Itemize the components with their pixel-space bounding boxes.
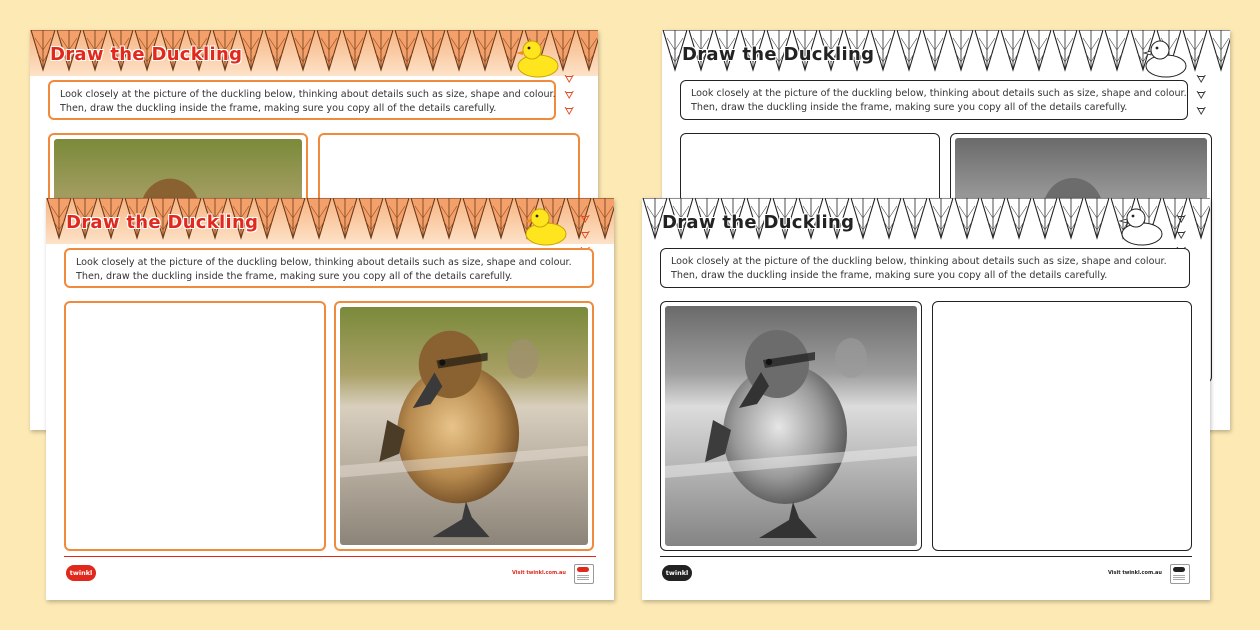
drawing-frame[interactable] — [64, 301, 326, 551]
footprints-icon: ᗊ ᗊ ᗊ — [1196, 73, 1207, 118]
duckling-photo — [340, 307, 588, 545]
license-badge-icon — [1170, 564, 1190, 584]
duckling-cartoon-icon — [508, 34, 566, 80]
drawing-frame[interactable] — [932, 301, 1192, 551]
worksheet-front-color — [46, 198, 614, 600]
footprints-icon: ᗊ ᗊ ᗊ — [564, 73, 575, 118]
duckling-photo — [665, 306, 917, 546]
worksheet-front-bw — [642, 198, 1210, 600]
instruction-line-1: Look closely at the picture of the duckling below, thinking about details such as size, shape and colour. — [671, 256, 1167, 267]
worksheet-title: Draw the Duckling — [682, 44, 875, 65]
instructions-box — [680, 80, 1188, 120]
instruction-line-2: Then, draw the duckling inside the frame, making sure you copy all of the details carefully. — [671, 270, 1108, 281]
duckling-cartoon-icon — [1112, 202, 1170, 248]
instructions-box — [48, 80, 556, 120]
worksheet-title: Draw the Duckling — [66, 212, 259, 233]
instructions-box — [660, 248, 1190, 288]
instruction-line-2: Then, draw the duckling inside the frame, making sure you copy all of the details carefully. — [691, 102, 1128, 113]
photo-frame — [660, 301, 922, 551]
website-text[interactable]: Visit twinkl.com.au — [1108, 570, 1162, 576]
footprints-icon: ᗊ ᗊ — [1176, 213, 1187, 242]
instruction-line-1: Look closely at the picture of the duckling below, thinking about details such as size, shape and colour. — [76, 257, 572, 268]
duckling-cartoon-icon — [1136, 34, 1194, 80]
instruction-line-2: Then, draw the duckling inside the frame, making sure you copy all of the details carefully. — [60, 103, 497, 114]
license-badge-icon — [574, 564, 594, 584]
website-text[interactable]: Visit twinkl.com.au — [512, 570, 566, 576]
worksheet-footer — [64, 556, 596, 587]
worksheet-title: Draw the Duckling — [662, 212, 855, 233]
worksheet-footer — [660, 556, 1192, 587]
footprints-icon: ᗊ ᗊ — [580, 213, 591, 242]
instruction-line-1: Look closely at the picture of the duckling below, thinking about details such as size, shape and colour. — [60, 89, 556, 100]
photo-frame — [334, 301, 594, 551]
instruction-line-1: Look closely at the picture of the duckling below, thinking about details such as size, shape and colour. — [691, 88, 1187, 99]
instructions-box — [64, 248, 594, 288]
duckling-cartoon-icon — [516, 202, 574, 248]
worksheet-title: Draw the Duckling — [50, 44, 243, 65]
twinkl-logo[interactable]: twinkl — [66, 565, 96, 581]
instruction-line-2: Then, draw the duckling inside the frame, making sure you copy all of the details carefully. — [76, 271, 513, 282]
twinkl-logo[interactable]: twinkl — [662, 565, 692, 581]
